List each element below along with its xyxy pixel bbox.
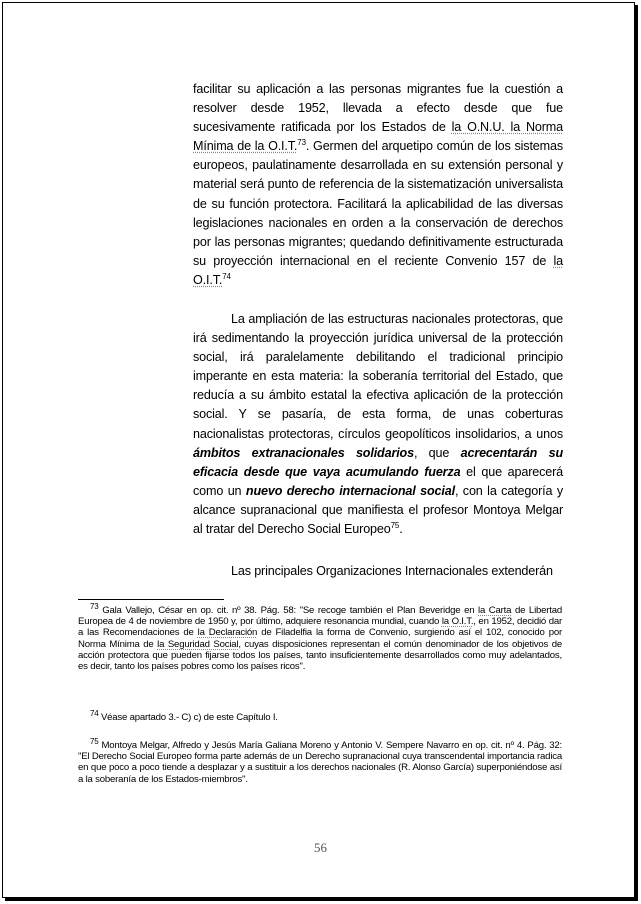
- underlined-reference: la O.I.T.: [193, 253, 563, 287]
- footnote-number: 74: [90, 708, 99, 718]
- footnote-text: Gala Vallejo, César en op. cit. nº 38. Pág. 58: "Se recoge también el Plan Beveridge en: [98, 605, 479, 616]
- text-run: La ampliación de las estructuras nacionales protectoras, que irá sedimentando la proyección jurídica universal de la protección social, irá paralelamente debilitando el tradicional principio imperante en esta materia: la soberanía territorial del Estado, que reducía a su ámbito estatal la efectiva aplicación de la protección social. Y se pasaría, de esta forma, de unas coberturas nacionalistas protectoras, círculos geopolíticos insolidarios, a unos: [193, 312, 563, 441]
- footnote-number: 73: [90, 601, 99, 611]
- paragraph-1: [193, 80, 563, 290]
- text-run: .: [399, 522, 403, 537]
- text-run: . Germen del arquetipo común de los sistemas europeos, paulatinamente desarrollada en su extensión personal y material será punto de referencia de la sistematización universalista de su función protectora. Facilitará la aplicabilidad de las diversas legislaciones nacionales en orden a la conservación de derechos por las personas migrantes; quedando definitivamente estructurada su proyección internacional en el reciente Convenio 157 de: [193, 139, 563, 268]
- underlined-reference: la O.N.U. la Norma Mínima de la O.I.T.: [193, 120, 563, 154]
- footnote-ref-73[interactable]: 73: [297, 138, 306, 148]
- text-run: facilitar su aplicación a las personas migrantes fue la cuestión a resolver desde 1952, llevada a efecto desde que fue sucesivamente ratificada por los Estados de: [193, 82, 563, 135]
- footnote-separator: [78, 599, 224, 600]
- emphasis-text: acrecentarán su eficacia desde que vaya acumulando fuerza: [193, 445, 563, 479]
- paragraph-3: [193, 562, 563, 581]
- text-run: el que aparecerá como un: [193, 464, 563, 498]
- text-run: , con la categoría y alcance supranacional que manifiesta el profesor Montoya Melgar al tratar del Derecho Social Europeo: [193, 483, 563, 537]
- emphasis-text: nuevo derecho internacional social: [245, 483, 455, 498]
- underlined-reference: la Declaración: [197, 627, 258, 639]
- footnote-text: Montoya Melgar, Alfredo y Jesús María Galiana Moreno y Antonio V. Sempere Navarro en op. cit. nº 4. Pág. 32: "El Derecho Social Europeo forma parte además de un Derecho supranacional cuya transcendental importancia radica en que poco a poco tiende a desplazar y a sustituir a los derechos nacionales (R. Alonso García) superponiéndose así a la soberanía de los Estados-miembros".: [78, 740, 562, 785]
- paragraph-2: [193, 310, 563, 539]
- footnote-ref-75[interactable]: 75: [390, 520, 400, 530]
- page-number: 56: [314, 840, 327, 855]
- footnote-text: de Filadelfia la forma de Convenio, surgiendo así el 102, conocido por Norma Mínima de: [78, 627, 562, 650]
- footnote-text: de Libertad Europea de 4 de noviembre de 1950 y, por último, adquiere resonancia mundial, cuando: [78, 605, 563, 628]
- underlined-reference: la Carta: [478, 605, 512, 616]
- footnote-text: , cuyas disposiciones representan el común denominador de los objetivos de acción protectora que pueden fijarse todos los países, tanto insuficientemente desarrollados como muy adelantados, es decir, tanto los países pobres como los países ricos".: [78, 638, 562, 673]
- text-run: , que: [413, 445, 461, 460]
- underlined-reference: la O.I.T.: [441, 616, 474, 628]
- footnote-ref-74[interactable]: 74: [222, 271, 231, 281]
- footnote-75: [78, 736, 562, 785]
- footnote-text: Véase apartado 3.- C) c) de este Capítulo I.: [98, 712, 278, 723]
- footnote-73: [78, 601, 563, 673]
- emphasis-text: ámbitos extranacionales solidarios: [193, 445, 414, 460]
- underlined-reference: la Seguridad Social: [157, 638, 239, 650]
- text-run: Las principales Organizaciones Internacionales extenderán: [231, 564, 553, 578]
- footnote-74: [78, 708, 562, 723]
- footnote-text: , en 1952, decidió dar a las Recomendaciones de: [78, 616, 562, 639]
- footnote-number: 75: [90, 736, 99, 746]
